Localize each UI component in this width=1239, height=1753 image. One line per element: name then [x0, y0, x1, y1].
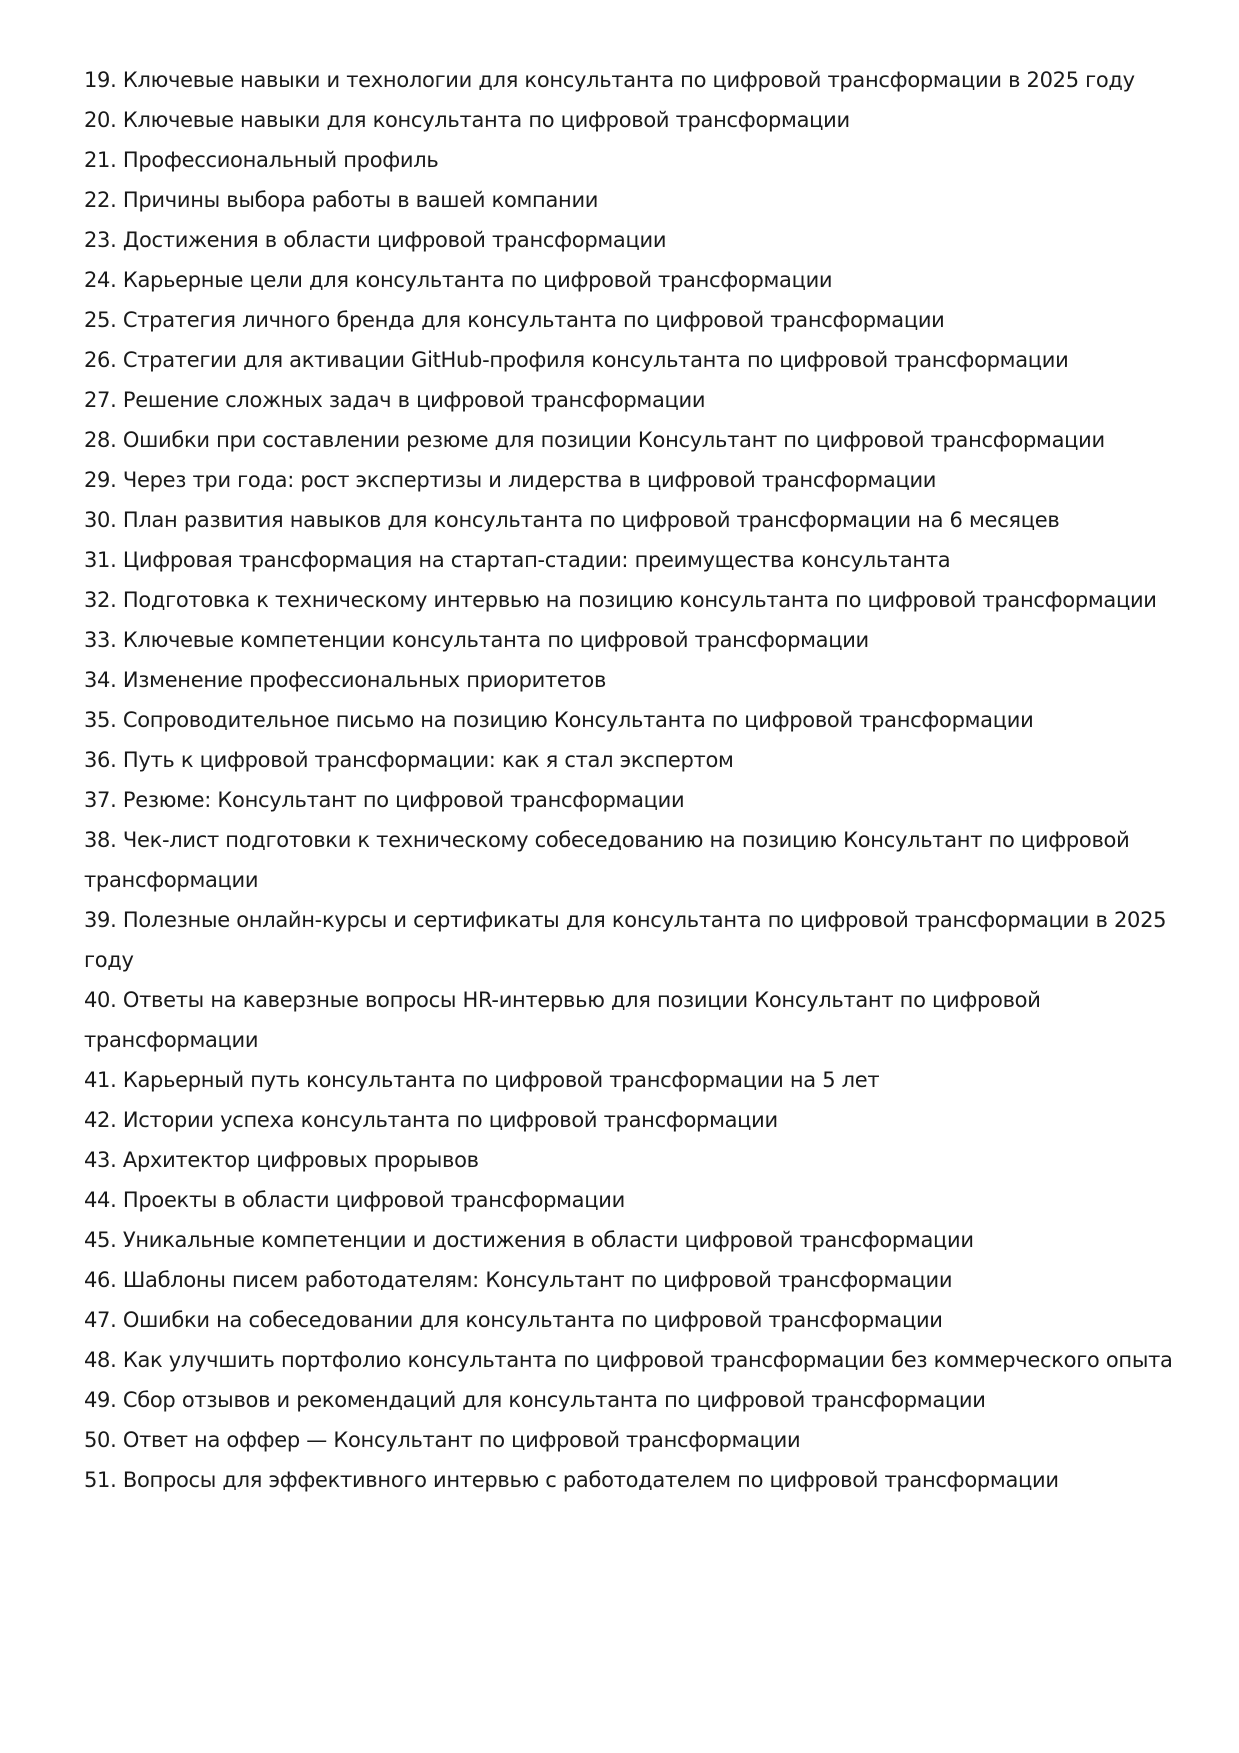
- list-item: 38. Чек-лист подготовки к техническому собеседованию на позицию Консультант по цифровой трансформации: [84, 828, 1130, 892]
- list-item: 41. Карьерный путь консультанта по цифровой трансформации на 5 лет: [84, 1068, 880, 1092]
- list-item: 39. Полезные онлайн-курсы и сертификаты для консультанта по цифровой трансформации в 2025 году: [84, 908, 1167, 972]
- list-item: 50. Ответ на оффер — Консультант по цифровой трансформации: [84, 1428, 801, 1452]
- list-item: 27. Решение сложных задач в цифровой трансформации: [84, 388, 706, 412]
- list-item: 20. Ключевые навыки для консультанта по цифровой трансформации: [84, 108, 850, 132]
- list-item: 25. Стратегия личного бренда для консультанта по цифровой трансформации: [84, 308, 945, 332]
- list-item: 23. Достижения в области цифровой трансформации: [84, 228, 667, 252]
- list-item: 21. Профессиональный профиль: [84, 148, 439, 172]
- list-item: 46. Шаблоны писем работодателям: Консультант по цифровой трансформации: [84, 1268, 953, 1292]
- list-item: 35. Сопроводительное письмо на позицию Консультанта по цифровой трансформации: [84, 708, 1034, 732]
- list-item: 51. Вопросы для эффективного интервью с работодателем по цифровой трансформации: [84, 1468, 1059, 1492]
- list-item: 33. Ключевые компетенции консультанта по цифровой трансформации: [84, 628, 869, 652]
- list-item: 44. Проекты в области цифровой трансформации: [84, 1188, 625, 1212]
- list-item: 49. Сбор отзывов и рекомендаций для консультанта по цифровой трансформации: [84, 1388, 986, 1412]
- list-item: 40. Ответы на каверзные вопросы HR-интервью для позиции Консультант по цифровой трансформации: [84, 988, 1041, 1052]
- numbered-list: [84, 60, 1174, 1500]
- list-item: 47. Ошибки на собеседовании для консультанта по цифровой трансформации: [84, 1308, 943, 1332]
- list-item: 42. Истории успеха консультанта по цифровой трансформации: [84, 1108, 778, 1132]
- list-item: 32. Подготовка к техническому интервью на позицию консультанта по цифровой трансформации: [84, 588, 1157, 612]
- list-item: 30. План развития навыков для консультанта по цифровой трансформации на 6 месяцев: [84, 508, 1060, 532]
- list-item: 48. Как улучшить портфолио консультанта по цифровой трансформации без коммерческого опыта: [84, 1348, 1173, 1372]
- list-item: 22. Причины выбора работы в вашей компании: [84, 188, 599, 212]
- list-item: 29. Через три года: рост экспертизы и лидерства в цифровой трансформации: [84, 468, 937, 492]
- list-item: 45. Уникальные компетенции и достижения в области цифровой трансформации: [84, 1228, 974, 1252]
- list-item: 34. Изменение профессиональных приоритетов: [84, 668, 607, 692]
- list-item: 43. Архитектор цифровых прорывов: [84, 1148, 479, 1172]
- list-item: 24. Карьерные цели для консультанта по цифровой трансформации: [84, 268, 833, 292]
- list-item: 26. Стратегии для активации GitHub-профиля консультанта по цифровой трансформации: [84, 348, 1069, 372]
- list-item: 19. Ключевые навыки и технологии для консультанта по цифровой трансформации в 2025 году: [84, 68, 1135, 92]
- list-item: 37. Резюме: Консультант по цифровой трансформации: [84, 788, 685, 812]
- list-item: 28. Ошибки при составлении резюме для позиции Консультант по цифровой трансформации: [84, 428, 1105, 452]
- list-item: 36. Путь к цифровой трансформации: как я стал экспертом: [84, 748, 734, 772]
- list-item: 31. Цифровая трансформация на стартап-стадии: преимущества консультанта: [84, 548, 951, 572]
